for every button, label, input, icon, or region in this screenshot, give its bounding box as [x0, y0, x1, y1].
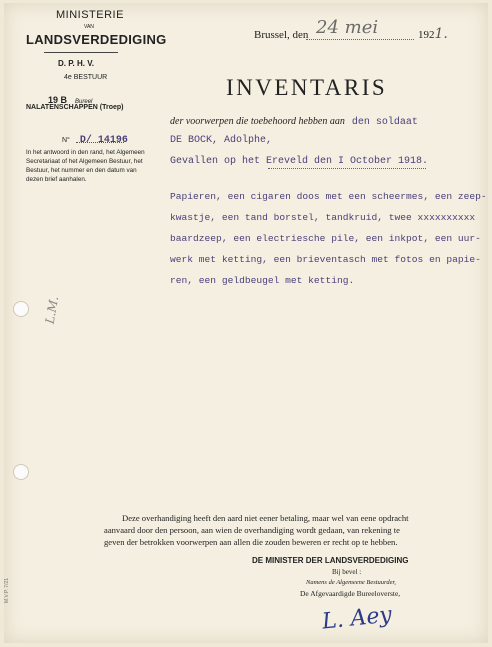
- date-rule: [306, 39, 414, 40]
- punch-hole-bottom: [13, 464, 29, 480]
- reference-prefix: N°: [62, 137, 70, 144]
- inventory-line-2: kwastje, een tand borstel, tandkruid, twee xxxxxxxxxx: [170, 212, 476, 223]
- bureau-label: Bureel: [75, 99, 93, 105]
- dphv-label: D. P. H. V.: [58, 59, 95, 68]
- header-rule: [44, 52, 118, 53]
- punch-hole-top: [13, 301, 29, 317]
- ministry-line2: LANDSVERDEDIGING: [26, 32, 167, 47]
- margin-note: L.M.: [42, 295, 62, 325]
- namens-label: Namens de Algemeene Bestuurder,: [306, 579, 396, 586]
- ministry-van: VAN: [84, 24, 94, 30]
- document-title: INVENTARIS: [226, 75, 388, 100]
- inventory-line-5: ren, een geldbeugel met ketting.: [170, 275, 355, 286]
- nalatenschappen-label: NALATENSCHAPPEN (Troep): [26, 104, 124, 111]
- bureau-number: 19 B: [48, 95, 68, 105]
- printer-mark: M.V.P. 7/21: [4, 577, 10, 603]
- subtitle-line: [170, 111, 418, 129]
- afgevaardigde-label: De Afgevaardigde Bureeloverste,: [300, 589, 401, 598]
- fallen-underline: [268, 168, 426, 169]
- subtitle-typed: den soldaat: [351, 117, 418, 128]
- bij-bevel-label: Bij bevel :: [332, 568, 362, 576]
- footer-line-1: Deze overhandiging heeft den aard niet eener betaling, maar wel van eene opdracht: [122, 513, 409, 523]
- reference-underline: [76, 142, 124, 143]
- minister-label: DE MINISTER DER LANDSVERDEDIGING: [252, 556, 409, 565]
- date-year: [418, 25, 448, 43]
- soldier-name: DE BOCK, Adolphe,: [170, 135, 273, 146]
- year-suffix: 1.: [434, 26, 448, 42]
- footer-line-3: geven der betrokken voorwerpen aan allen die zouden beweren er recht op te hebben.: [104, 537, 398, 547]
- date-place: Brussel, den: [254, 29, 309, 41]
- inventory-line-1: Papieren, een cigaren doos met een scheermes, een zeep-: [170, 191, 487, 202]
- fallen-line: Gevallen op het Ereveld den I October 1918.: [170, 156, 429, 167]
- reference-number: D/ 14196: [79, 135, 128, 146]
- reference-line: [62, 129, 128, 147]
- document-page: [4, 3, 488, 643]
- date-handwritten: 24 mei: [316, 17, 379, 38]
- inventory-line-4: werk met ketting, een brieventasch met fotos en papie-: [170, 254, 481, 265]
- year-prefix: 192: [418, 29, 435, 41]
- reply-instructions: In het antwoord in den rand, het Algemeen Secretariaat of het Algemeen Bestuur, het Bestuur, het nummer en den datum van dezen brief aanhalen.: [26, 149, 145, 183]
- subtitle-printed: der voorwerpen die toebehoord hebben aan: [170, 116, 345, 127]
- bestuur-label: 4e BESTUUR: [64, 74, 108, 81]
- signature: L. Aey: [320, 602, 394, 635]
- inventory-line-3: baardzeep, een electriesche pile, een inkpot, een uur-: [170, 233, 481, 244]
- footer-line-2: aanvaard door den persoon, aan wien de overhandiging wordt gedaan, van rekening te: [104, 525, 400, 535]
- date-line: [254, 25, 308, 43]
- ministry-line1: MINISTERIE: [56, 9, 124, 21]
